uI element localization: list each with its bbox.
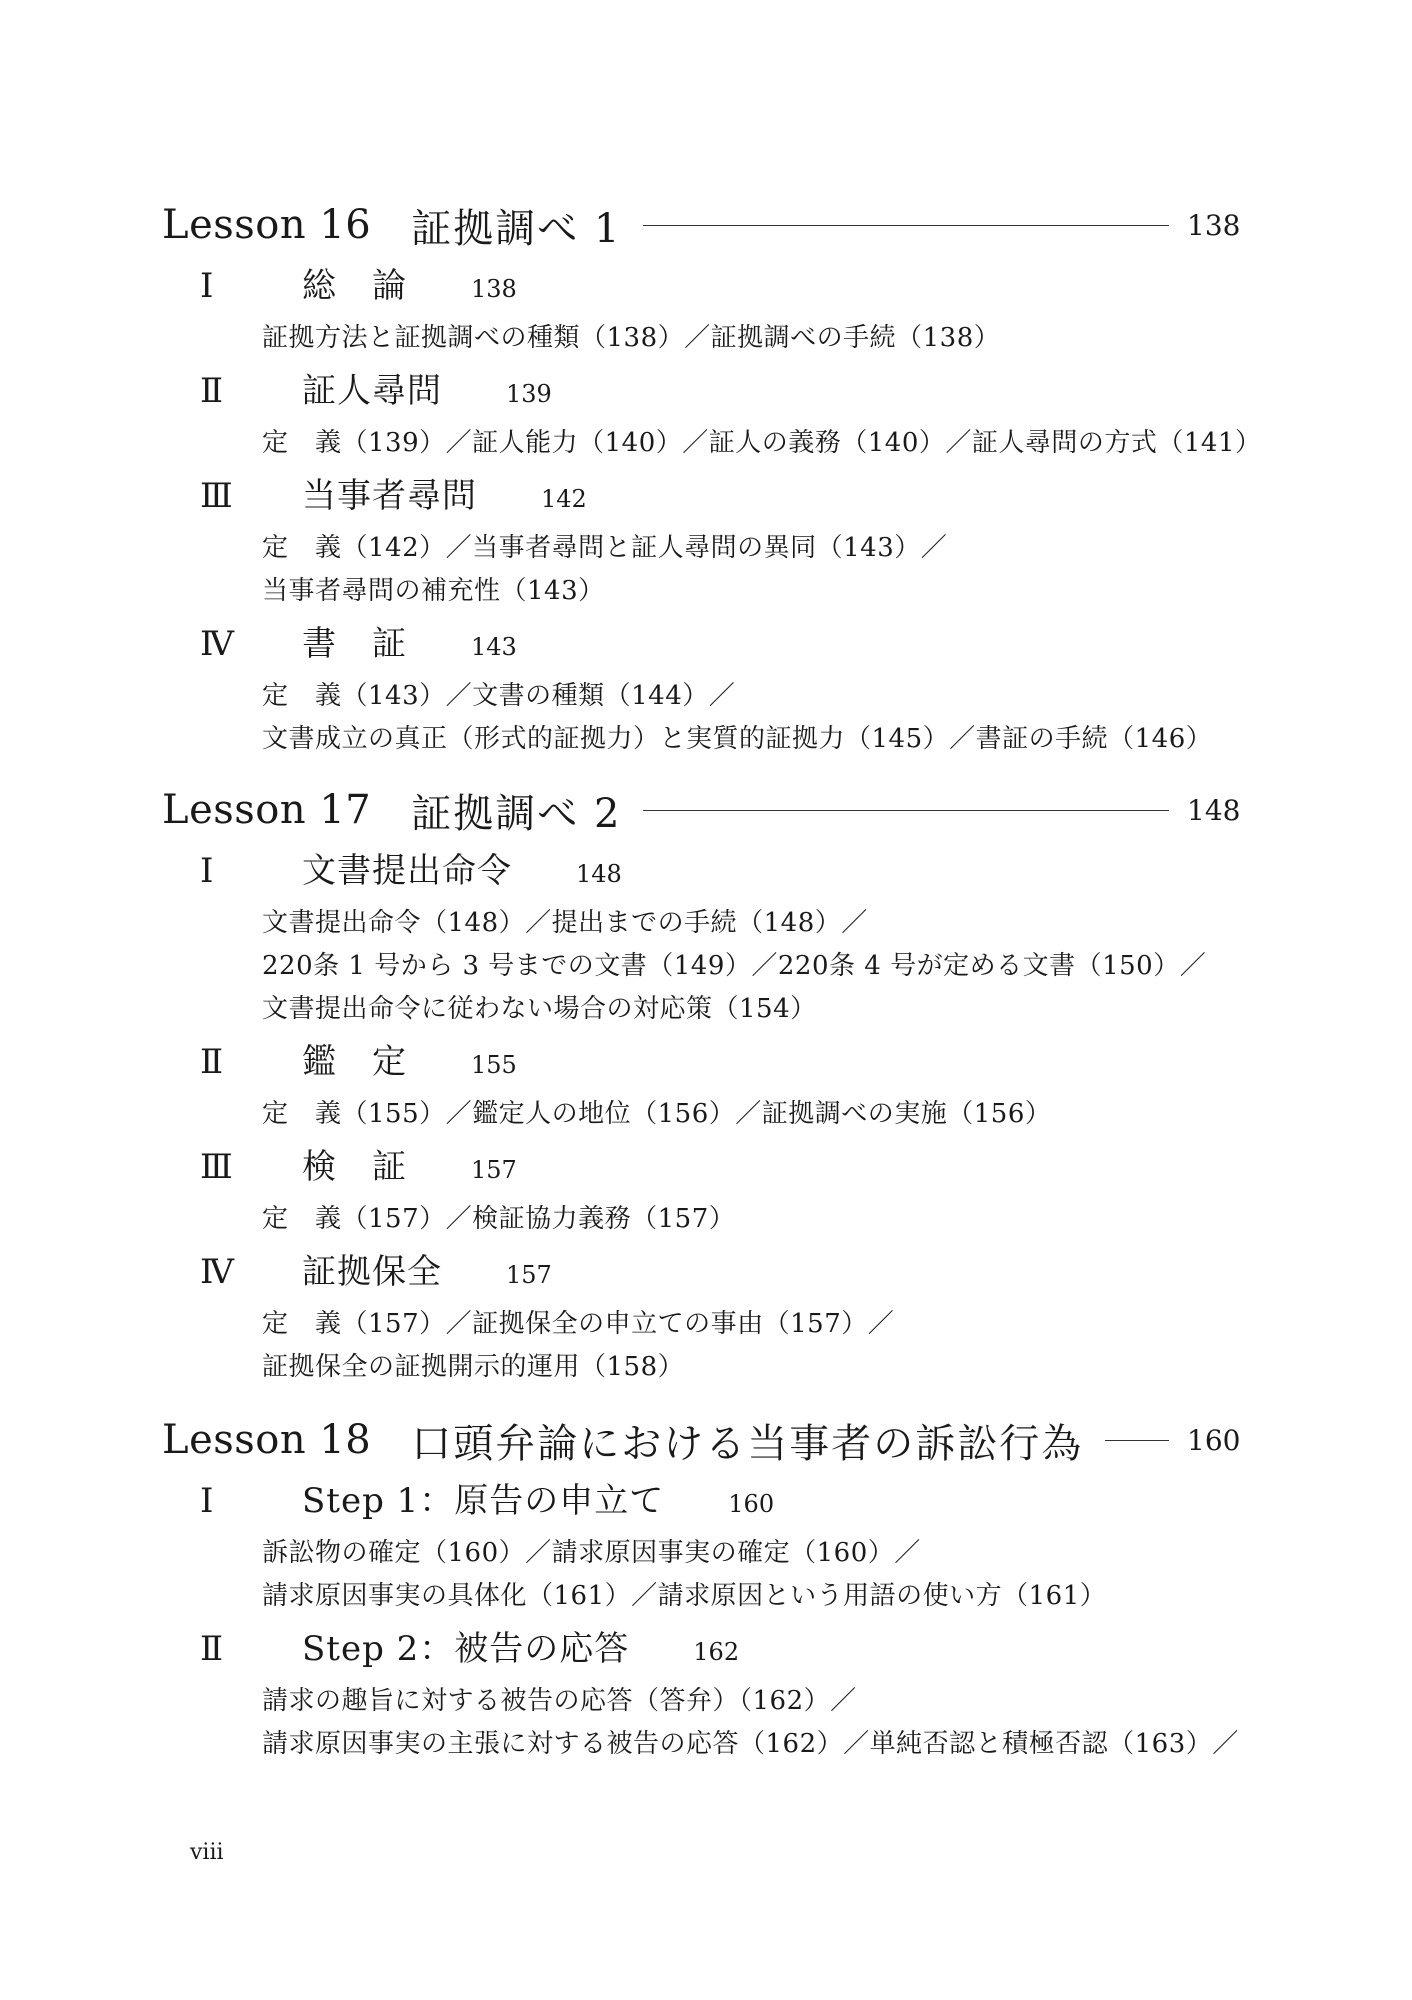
section-title: 当事者尋問: [302, 476, 477, 516]
leader-rule: [643, 810, 1169, 811]
lesson-heading: [162, 195, 1241, 255]
section-heading: [162, 840, 1232, 902]
section-title: Step 1：原告の申立て: [302, 1481, 665, 1521]
section-subtopics: [262, 1532, 1232, 1618]
subtopic-line: 定 義（143）／文書の種類（144）／: [262, 681, 736, 711]
subtopic-line: 当事者尋問の補充性（143）: [262, 576, 605, 606]
section-title: 証人尋問: [302, 371, 442, 411]
section-title: 文書提出命令: [302, 851, 512, 891]
section-number: Ⅳ: [200, 624, 234, 664]
section-number: Ⅰ: [200, 1481, 214, 1521]
section-page-number: 148: [576, 860, 622, 888]
lesson-entry: [162, 780, 1241, 1389]
subtopic-line: 定 義（157）／検証協力義務（157）: [262, 1204, 736, 1234]
section-page-number: 155: [471, 1051, 517, 1079]
section-page-number: 157: [471, 1156, 517, 1184]
subtopic-line: 定 義（155）／鑑定人の地位（156）／証拠調べの実施（156）: [262, 1099, 1052, 1129]
section-heading: [162, 465, 1232, 527]
section-title: 検 証: [302, 1147, 407, 1187]
section-heading: [162, 1241, 1232, 1303]
subtopic-line: 定 義（139）／証人能力（140）／証人の義務（140）／証人尋問の方式（141）: [262, 428, 1262, 458]
toc-section: [162, 1136, 1232, 1241]
section-title: Step 2：被告の応答: [302, 1629, 630, 1669]
lesson-entry: [162, 195, 1262, 761]
lesson-heading: [162, 780, 1241, 840]
section-subtopics: [262, 527, 1232, 613]
section-subtopics: [262, 317, 1232, 360]
subtopic-line: 証拠保全の証拠開示的運用（158）: [262, 1352, 685, 1382]
section-title: 総 論: [302, 266, 407, 306]
toc-section: [162, 1618, 1239, 1766]
section-subtopics: [262, 1198, 1232, 1241]
subtopic-line: 定 義（157）／証拠保全の申立ての事由（157）／: [262, 1309, 895, 1339]
section-title: 鑑 定: [302, 1042, 407, 1082]
lesson-label: Lesson 18: [162, 1417, 372, 1463]
section-title: 証拠保全: [302, 1252, 442, 1292]
section-subtopics: [262, 1680, 1239, 1766]
leader-rule: [1105, 1440, 1169, 1441]
lesson-title: 口頭弁論における当事者の訴訟行為: [411, 1420, 1084, 1467]
subtopic-line: 請求原因事実の具体化（161）／請求原因という用語の使い方（161）: [262, 1581, 1107, 1611]
subtopic-line: 請求の趣旨に対する被告の応答（答弁）（162）／: [262, 1686, 857, 1716]
section-heading: [162, 360, 1232, 422]
lesson-page-number: 160: [1187, 1423, 1241, 1457]
lesson-title: 証拠調べ 1: [411, 205, 622, 252]
section-subtopics: [262, 422, 1262, 465]
section-heading: [162, 1618, 1232, 1680]
section-number: Ⅲ: [200, 1147, 233, 1187]
page-folio: viii: [190, 1840, 224, 1865]
section-title: 書 証: [302, 624, 407, 664]
toc-section: [162, 1241, 1232, 1389]
section-page-number: 157: [506, 1261, 552, 1289]
subtopic-line: 請求原因事実の主張に対する被告の応答（162）／単純否認と積極否認（163）／: [262, 1729, 1239, 1759]
leader-rule: [643, 225, 1169, 226]
lesson-label: Lesson 17: [162, 787, 372, 833]
section-page-number: 162: [693, 1638, 740, 1666]
section-number: Ⅱ: [200, 1042, 224, 1082]
subtopic-line: 文書成立の真正（形式的証拠力）と実質的証拠力（145）／書証の手続（146）: [262, 724, 1213, 754]
subtopic-line: 定 義（142）／当事者尋問と証人尋問の異同（143）／: [262, 533, 948, 563]
section-heading: [162, 1470, 1232, 1532]
section-heading: [162, 613, 1232, 675]
section-number: Ⅳ: [200, 1252, 234, 1292]
section-page-number: 143: [471, 633, 517, 661]
lesson-page-number: 138: [1187, 208, 1241, 242]
section-page-number: 142: [541, 485, 587, 513]
section-number: Ⅲ: [200, 476, 233, 516]
subtopic-line: 文書提出命令に従わない場合の対応策（154）: [262, 994, 817, 1024]
section-number: Ⅰ: [200, 851, 214, 891]
section-heading: [162, 255, 1232, 317]
section-subtopics: [262, 1303, 1232, 1389]
section-subtopics: [262, 675, 1232, 761]
section-page-number: 139: [506, 380, 552, 408]
subtopic-line: 証拠方法と証拠調べの種類（138）／証拠調べの手続（138）: [262, 323, 1001, 353]
lesson-label: Lesson 16: [162, 202, 372, 248]
toc-section: [162, 1470, 1232, 1618]
lesson-title: 証拠調べ 2: [411, 790, 622, 837]
section-page-number: 160: [728, 1490, 775, 1518]
section-heading: [162, 1031, 1232, 1093]
lesson-entry: [162, 1410, 1241, 1766]
toc-section: [162, 613, 1232, 761]
section-heading: [162, 1136, 1232, 1198]
section-number: Ⅱ: [200, 371, 224, 411]
toc-section: [162, 465, 1232, 613]
toc-section: [162, 840, 1232, 1031]
toc-section: [162, 255, 1232, 360]
lesson-page-number: 148: [1187, 793, 1241, 827]
subtopic-line: 220条 1 号から 3 号までの文書（149）／220条 4 号が定める文書（150）／: [262, 951, 1207, 981]
toc-section: [162, 360, 1262, 465]
section-subtopics: [262, 1093, 1232, 1136]
toc-section: [162, 1031, 1232, 1136]
section-subtopics: [262, 902, 1232, 1031]
section-number: Ⅱ: [200, 1629, 224, 1669]
section-page-number: 138: [471, 275, 517, 303]
lesson-heading: [162, 1410, 1241, 1470]
subtopic-line: 文書提出命令（148）／提出までの手続（148）／: [262, 908, 868, 938]
subtopic-line: 訴訟物の確定（160）／請求原因事実の確定（160）／: [262, 1538, 921, 1568]
section-number: Ⅰ: [200, 266, 214, 306]
